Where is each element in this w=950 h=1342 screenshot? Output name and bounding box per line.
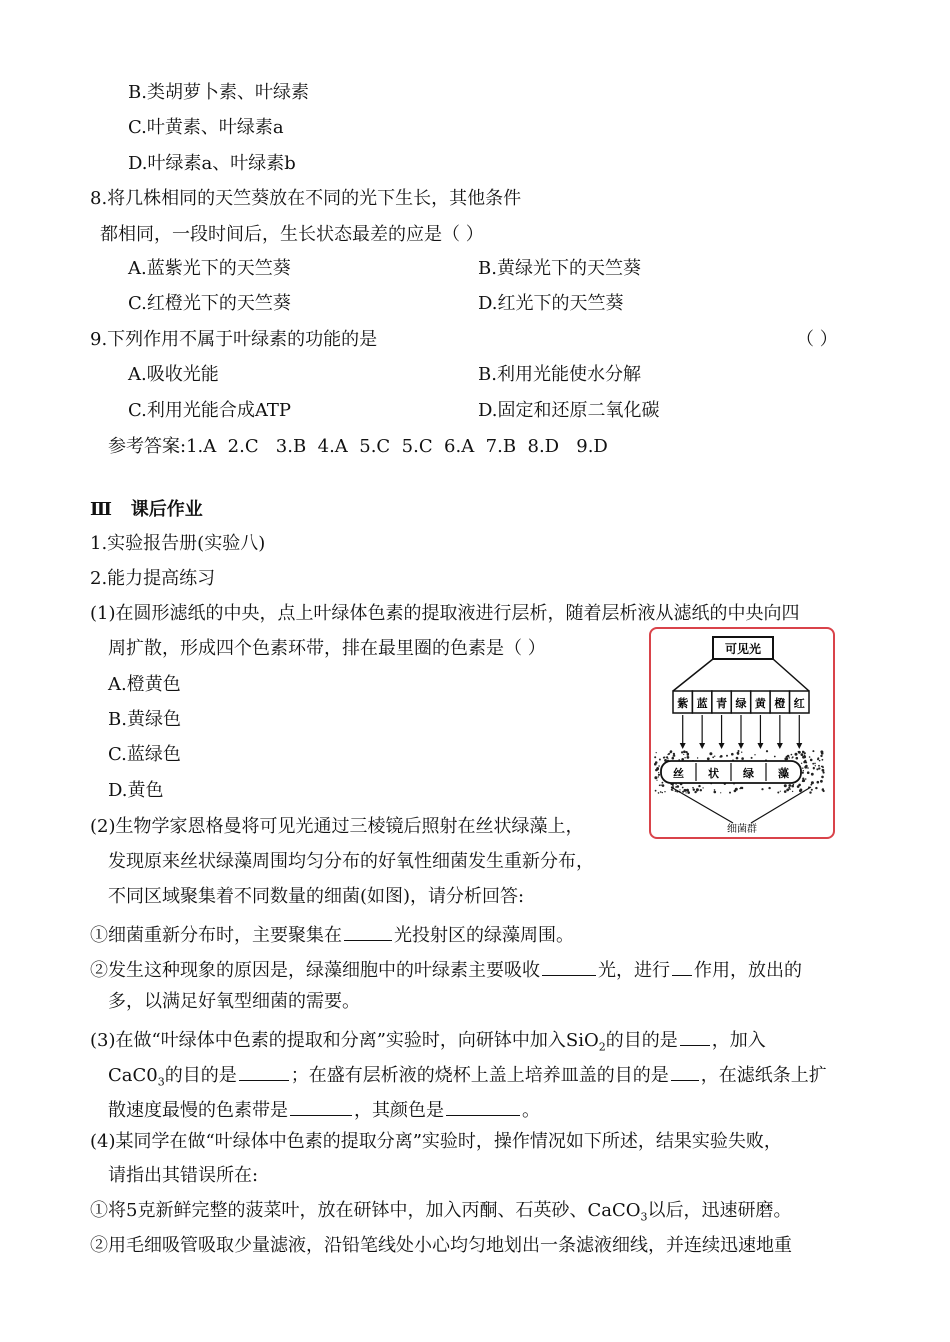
bacterium-dot <box>774 756 776 758</box>
light-arrow-head <box>796 743 802 749</box>
bacterium-dot <box>822 759 824 761</box>
light-arrow-head <box>738 743 744 749</box>
bacterium-dot <box>672 790 673 791</box>
bacterium-dot <box>698 785 700 787</box>
bacterium-dot <box>682 787 684 789</box>
bacterium-dot <box>807 767 809 769</box>
bacterium-dot <box>683 754 684 755</box>
algae-label: 藻 <box>778 767 789 780</box>
p3-sub-a1: 2 <box>598 1040 606 1054</box>
p2-sub2-cont: 多，以满足好氧型细菌的需要。 <box>108 991 360 1012</box>
pointer-left <box>671 787 733 823</box>
bacterium-dot <box>697 757 698 758</box>
prism-right-edge <box>773 659 809 691</box>
p2-stem-line1: (2)生物学家恩格曼将可见光通过三棱镜后照射在丝状绿藻上， <box>90 816 584 837</box>
p3-text-a3: ，加入 <box>711 1030 766 1051</box>
bacterium-dot <box>802 768 803 769</box>
q9-stem: 9.下列作用不属于叶绿素的功能的是 <box>90 329 378 350</box>
bacterium-dot <box>751 757 753 759</box>
bacterium-dot <box>820 780 823 783</box>
pointer-right <box>751 787 811 823</box>
blank[interactable] <box>680 1025 710 1046</box>
bacterium-dot <box>738 750 740 752</box>
bacterium-dot <box>795 753 798 756</box>
bacterium-dot <box>819 760 821 762</box>
spectrum-label: 橙 <box>774 697 786 710</box>
p2-sub2-text-c: 作用，放出的 <box>694 960 802 981</box>
bacterium-dot <box>801 763 802 764</box>
p3-text-c2: ，其颜色是 <box>354 1100 444 1121</box>
p4-sub1 <box>90 1199 791 1230</box>
q9-option-b: B.利用光能使水分解 <box>478 364 641 385</box>
bacterium-dot <box>735 788 738 791</box>
bacterium-dot <box>813 768 815 770</box>
bacterium-dot <box>741 757 744 760</box>
p1-stem-line1: (1)在圆形滤纸的中央，点上叶绿体色素的提取液进行层析，随着层析液从滤纸的中央向四 <box>90 603 800 624</box>
bacterium-dot <box>655 761 658 764</box>
p4-sub2: ②用毛细吸管吸取少量滤液，沿铅笔线处小心均匀地划出一条滤液细线，并连续迅速地重 <box>90 1235 792 1256</box>
bacterium-dot <box>804 753 805 754</box>
bacterium-dot <box>806 766 807 767</box>
p1-option-d: D.黄色 <box>108 780 164 801</box>
bacterium-dot <box>786 757 789 760</box>
bacterium-dot <box>686 751 688 753</box>
bacterium-dot <box>682 791 684 793</box>
prism-left-edge <box>673 659 713 691</box>
algae-label: 绿 <box>743 767 754 780</box>
bacterium-dot <box>681 751 683 753</box>
bacterium-dot <box>802 751 805 754</box>
engelmann-figure <box>649 627 835 839</box>
bacterium-dot <box>807 771 810 774</box>
bacterium-dot <box>784 790 787 793</box>
light-arrows <box>680 715 803 749</box>
bacterium-dot <box>659 785 661 787</box>
bacterium-dot <box>822 751 823 752</box>
p1-option-c: C.蓝绿色 <box>108 744 181 765</box>
p2-sub2-text-b: 光，进行 <box>598 960 670 981</box>
bacterium-dot <box>815 765 816 766</box>
light-arrow-head <box>757 743 763 749</box>
bacterium-dot <box>658 774 660 776</box>
p1-option-a: A.橙黄色 <box>108 674 181 695</box>
q7-option-d: D.叶绿素a、叶绿素b <box>128 153 296 174</box>
q8-stem-line1: 8.将几株相同的天竺葵放在不同的光下生长，其他条件 <box>90 188 522 209</box>
bacterium-dot <box>714 791 717 794</box>
bacterium-dot <box>656 752 657 753</box>
bacterium-dot <box>660 784 661 785</box>
blank[interactable] <box>344 920 392 941</box>
bacterium-dot <box>817 768 818 769</box>
bacterium-dot <box>686 792 687 793</box>
p3-text-c1: 散速度最慢的色素带是 <box>108 1100 288 1121</box>
bacterium-dot <box>809 791 811 793</box>
light-arrow-head <box>719 743 725 749</box>
bacterium-dot <box>780 791 781 792</box>
q8-option-b: B.黄绿光下的天竺葵 <box>478 258 641 279</box>
light-arrow-head <box>680 743 686 749</box>
p2-sub1-text-a: ①细菌重新分布时，主要聚集在 <box>90 925 342 946</box>
bacterium-dot <box>817 758 819 760</box>
bacterium-dot <box>818 765 820 767</box>
spectrum-label: 红 <box>793 697 805 710</box>
bacterium-dot <box>662 792 663 793</box>
bacterium-dot <box>768 787 770 789</box>
bacterium-dot <box>712 756 714 758</box>
spectrum-label: 绿 <box>735 697 747 710</box>
bacterium-dot <box>798 784 801 787</box>
p3-text-b3: ；在盛有层析液的烧杯上盖上培养皿盖的目的是 <box>290 1065 669 1086</box>
bacterium-dot <box>662 782 664 784</box>
spectrum-label: 蓝 <box>696 697 708 710</box>
bacterium-dot <box>803 770 804 771</box>
bacterium-dot <box>741 787 743 789</box>
bacterium-dot <box>811 789 813 791</box>
p4-text-s1b: 以后，迅速研磨。 <box>647 1200 792 1221</box>
bacterium-dot <box>673 786 674 787</box>
bacterium-dot <box>812 763 814 765</box>
p4-text-s1a: ①将5克新鲜完整的菠菜叶，放在研钵中，加入丙酮、石英砂、CaCO <box>90 1200 641 1221</box>
bacterium-dot <box>810 759 813 762</box>
bacterium-dot <box>799 789 802 792</box>
q9-option-a: A.吸收光能 <box>128 364 219 385</box>
p4-stem-line1: (4)某同学在做“叶绿体中色素的提取分离”实验时，操作情况如下所述，结果实验失败， <box>90 1131 782 1152</box>
q7-option-b: B.类胡萝卜素、叶绿素 <box>128 82 309 103</box>
homework-item-2: 2.能力提高练习 <box>90 568 216 589</box>
bacterium-dot <box>805 761 807 763</box>
bacterium-dot <box>668 753 670 755</box>
bacterium-dot <box>817 781 820 784</box>
q9-answer-paren: （ ） <box>796 329 838 350</box>
homework-item-1: 1.实验报告册(实验八) <box>90 533 266 554</box>
blank[interactable] <box>239 1060 289 1081</box>
p2-sub2-text-a: ②发生这种现象的原因是，绿藻细胞中的叶绿素主要吸收 <box>90 960 540 981</box>
bacteria-label: 细菌群 <box>727 824 757 835</box>
bacterium-dot <box>696 788 699 791</box>
bacterium-dot <box>777 792 779 794</box>
bacterium-dot <box>814 763 816 765</box>
bacterium-dot <box>811 781 814 784</box>
bacterium-dot <box>658 772 659 773</box>
bacterium-dot <box>707 757 710 760</box>
q8-stem-line2: 都相同，一段时间后，生长状态最差的应是（ ） <box>100 224 484 245</box>
bacterium-dot <box>789 757 790 758</box>
blank[interactable] <box>542 955 596 976</box>
p3-line2 <box>108 1060 827 1095</box>
p4-sub-s1: 3 <box>640 1210 648 1224</box>
bacterium-dot <box>687 756 690 759</box>
bacterium-dot <box>667 758 668 759</box>
bacterium-dot <box>692 787 694 789</box>
bacterium-dot <box>656 768 659 771</box>
bacterium-dot <box>754 754 755 755</box>
bacterium-dot <box>741 752 742 753</box>
p1-option-b: B.黄绿色 <box>108 709 181 730</box>
bacterium-dot <box>687 753 689 755</box>
bacterium-dot <box>714 756 715 757</box>
bacterium-dot <box>823 771 825 773</box>
blank[interactable] <box>446 1095 520 1116</box>
q9-option-c: C.利用光能合成ATP <box>128 400 291 421</box>
bacterium-dot <box>662 784 665 787</box>
p2-sub1-text-b: 光投射区的绿藻周围。 <box>394 925 574 946</box>
bacterium-dot <box>787 755 790 758</box>
bacterium-dot <box>654 756 656 758</box>
light-arrow-head <box>699 743 705 749</box>
p3-text-b2: 的目的是 <box>164 1065 237 1086</box>
bacterium-dot <box>658 776 659 777</box>
light-arrow-head <box>777 743 783 749</box>
bacterium-dot <box>786 789 789 792</box>
bacterium-dot <box>664 757 666 759</box>
p1-stem-line2: 周扩散，形成四个色素环带，排在最里圈的色素是（ ） <box>108 638 546 659</box>
bacterium-dot <box>673 753 675 755</box>
bacterium-dot <box>693 789 695 791</box>
bacterium-dot <box>672 757 675 760</box>
bacterium-dot <box>655 790 657 792</box>
bacterium-dot <box>658 765 660 767</box>
bacterium-dot <box>793 784 794 785</box>
bacterium-dot <box>656 780 657 781</box>
bacterium-dot <box>729 792 731 794</box>
bacterium-dot <box>811 773 814 776</box>
p3-text-b4: ，在滤纸条上扩 <box>700 1065 827 1086</box>
bacterium-dot <box>660 791 662 793</box>
p3-text-b1: CaC0 <box>108 1065 158 1086</box>
bacterium-dot <box>659 759 661 761</box>
bacterium-dot <box>802 772 804 774</box>
blank[interactable] <box>672 955 692 976</box>
bacterium-dot <box>791 754 793 756</box>
bacterium-dot <box>766 750 768 752</box>
bacterium-dot <box>788 787 790 789</box>
bacterium-dot <box>670 751 672 753</box>
bacterium-dot <box>664 791 665 792</box>
spectrum-group <box>673 691 809 713</box>
bacterium-dot <box>683 750 686 753</box>
bacterium-dot <box>822 766 824 768</box>
bacterium-dot <box>761 788 763 790</box>
bacterium-dot <box>687 791 690 794</box>
bacterium-dot <box>804 755 806 757</box>
p2-stem-line2: 发现原来丝状绿藻周围均匀分布的好氧性细菌发生重新分布， <box>108 851 594 872</box>
bacterium-dot <box>719 756 721 758</box>
q8-option-a: A.蓝紫光下的天竺葵 <box>128 258 291 279</box>
bacterium-dot <box>822 769 825 772</box>
spectrum-label: 紫 <box>677 697 689 710</box>
bacterium-dot <box>679 789 680 790</box>
bacterium-dot <box>818 767 820 769</box>
p3-text-a2: 的目的是 <box>605 1030 678 1051</box>
answer-key: 参考答案:1.A 2.C 3.B 4.A 5.C 5.C 6.A 7.B 8.D 9.D <box>108 436 608 457</box>
bacterium-dot <box>684 757 685 758</box>
bacterium-dot <box>731 753 734 756</box>
p4-stem-line2: 请指出其错误所在: <box>108 1165 259 1186</box>
bacterium-dot <box>700 789 702 791</box>
bacterium-dot <box>802 780 804 782</box>
bacterium-dot <box>812 750 814 752</box>
bacterium-dot <box>737 753 739 755</box>
bacterium-dot <box>784 784 787 787</box>
bacterium-dot <box>805 778 807 780</box>
bacterium-dot <box>702 787 703 788</box>
p3-line3 <box>108 1095 540 1123</box>
bacterium-dot <box>674 755 676 757</box>
blank[interactable] <box>671 1060 699 1081</box>
bacterium-dot <box>809 756 811 758</box>
p2-sub2 <box>90 955 802 983</box>
p3-sub-b1: 3 <box>157 1075 165 1089</box>
bacterium-dot <box>788 784 791 787</box>
q8-option-c: C.红橙光下的天竺葵 <box>128 293 291 314</box>
bacterium-dot <box>815 787 817 789</box>
p3-text-a1: (3)在做“叶绿体中色素的提取和分离”实验时，向研钵中加入SiO <box>90 1030 599 1051</box>
engelmann-diagram <box>651 629 833 837</box>
spectrum-label: 青 <box>716 697 728 710</box>
bacterium-dot <box>822 789 824 791</box>
algae-label: 状 <box>708 767 719 780</box>
q7-option-c: C.叶黄素、叶绿素a <box>128 117 284 138</box>
bacterium-dot <box>675 786 677 788</box>
q9-option-d: D.固定和还原二氧化碳 <box>478 400 660 421</box>
bacterium-dot <box>658 792 660 794</box>
algae-label: 丝 <box>673 767 684 780</box>
bacterium-dot <box>796 757 799 760</box>
bacterium-dot <box>709 752 712 755</box>
spectrum-label: 黄 <box>754 697 766 710</box>
bacterium-dot <box>726 755 728 757</box>
p3-text-c3: 。 <box>522 1100 540 1121</box>
section-title: Ⅲ 课后作业 <box>90 499 203 520</box>
bacterium-dot <box>792 791 793 792</box>
light-label: 可见光 <box>724 642 762 656</box>
bacterium-dot <box>694 791 696 793</box>
p3-line1 <box>90 1025 766 1060</box>
bacterium-dot <box>798 751 800 753</box>
bacterium-dot <box>739 788 741 790</box>
bacterium-dot <box>821 776 824 779</box>
bacterium-dot <box>655 776 656 777</box>
q8-option-d: D.红光下的天竺葵 <box>478 293 624 314</box>
bacterium-dot <box>720 792 721 793</box>
bacterium-dot <box>714 789 716 791</box>
blank[interactable] <box>290 1095 352 1116</box>
bacterium-dot <box>792 756 794 758</box>
bacterium-dot <box>801 754 802 755</box>
p2-sub1 <box>90 920 574 948</box>
bacterium-dot <box>736 757 739 760</box>
bacterium-dot <box>820 755 822 757</box>
p2-stem-line3: 不同区域聚集着不同数量的细菌(如图)，请分析回答: <box>108 886 525 907</box>
